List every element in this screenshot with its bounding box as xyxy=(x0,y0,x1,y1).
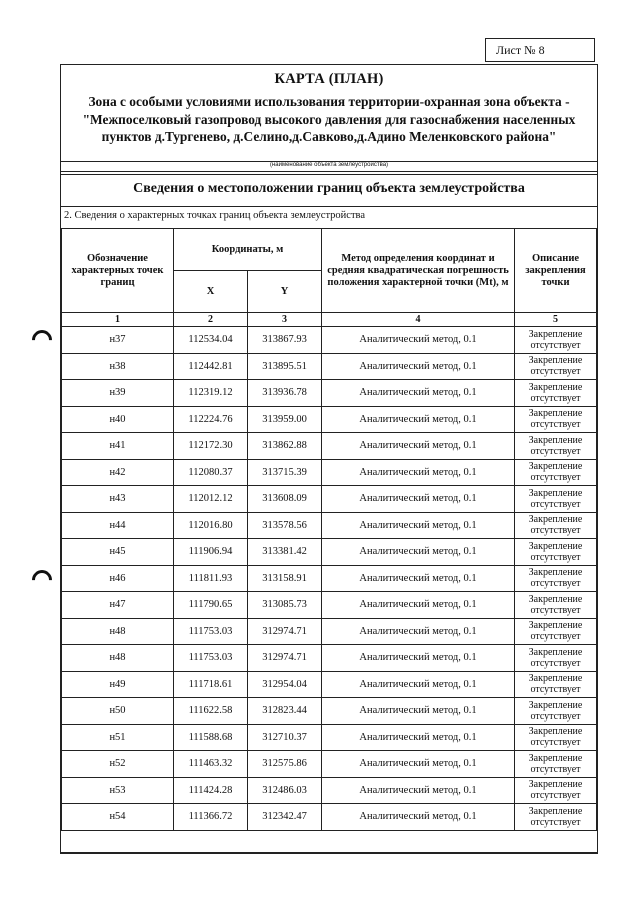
divider xyxy=(61,206,597,207)
point-cell: н37 xyxy=(62,327,174,354)
table-row xyxy=(62,724,597,751)
description-cell: Закрепление отсутствует xyxy=(515,565,597,592)
y-cell: 312974.71 xyxy=(248,645,322,672)
method-cell: Аналитический метод, 0.1 xyxy=(322,565,515,592)
table-row xyxy=(62,406,597,433)
y-cell: 313936.78 xyxy=(248,380,322,407)
method-cell: Аналитический метод, 0.1 xyxy=(322,804,515,831)
point-cell: н50 xyxy=(62,698,174,725)
description-cell: Закрепление отсутствует xyxy=(515,804,597,831)
column-number: 3 xyxy=(248,313,322,327)
y-cell: 313862.88 xyxy=(248,433,322,460)
point-cell: н51 xyxy=(62,724,174,751)
table-row xyxy=(62,459,597,486)
description-cell: Закрепление отсутствует xyxy=(515,406,597,433)
table-row xyxy=(62,751,597,778)
method-cell: Аналитический метод, 0.1 xyxy=(322,459,515,486)
x-cell: 111753.03 xyxy=(174,618,248,645)
y-cell: 313608.09 xyxy=(248,486,322,513)
x-cell: 111463.32 xyxy=(174,751,248,778)
x-cell: 111906.94 xyxy=(174,539,248,566)
x-cell: 112224.76 xyxy=(174,406,248,433)
binder-hole-mark-top xyxy=(28,326,56,354)
point-cell: н41 xyxy=(62,433,174,460)
y-cell: 313959.00 xyxy=(248,406,322,433)
description-cell: Закрепление отсутствует xyxy=(515,777,597,804)
x-cell: 112319.12 xyxy=(174,380,248,407)
point-cell: н49 xyxy=(62,671,174,698)
x-cell: 111718.61 xyxy=(174,671,248,698)
y-cell: 312486.03 xyxy=(248,777,322,804)
table-row xyxy=(62,539,597,566)
y-cell: 313895.51 xyxy=(248,353,322,380)
description-cell: Закрепление отсутствует xyxy=(515,592,597,619)
document-title: КАРТА (ПЛАН) xyxy=(274,71,384,87)
table-row xyxy=(62,671,597,698)
x-cell: 112442.81 xyxy=(174,353,248,380)
divider xyxy=(61,174,597,175)
description-cell: Закрепление отсутствует xyxy=(515,618,597,645)
point-cell: н46 xyxy=(62,565,174,592)
description-cell: Закрепление отсутствует xyxy=(515,486,597,513)
table-row xyxy=(62,804,597,831)
table-row xyxy=(62,645,597,672)
subsection-title: 2. Сведения о характерных точках границ объекта землеустройства xyxy=(64,210,366,221)
table-row xyxy=(62,592,597,619)
point-cell: н40 xyxy=(62,406,174,433)
divider xyxy=(61,171,597,172)
header-coordinates: Координаты, м xyxy=(174,229,322,271)
column-number: 5 xyxy=(515,313,597,327)
description-cell: Закрепление отсутствует xyxy=(515,724,597,751)
point-cell: н47 xyxy=(62,592,174,619)
table-row xyxy=(62,380,597,407)
method-cell: Аналитический метод, 0.1 xyxy=(322,751,515,778)
description-cell: Закрепление отсутствует xyxy=(515,698,597,725)
x-cell: 111622.58 xyxy=(174,698,248,725)
description-cell: Закрепление отсутствует xyxy=(515,671,597,698)
description-cell: Закрепление отсутствует xyxy=(515,539,597,566)
x-cell: 111790.65 xyxy=(174,592,248,619)
header-description: Описание закрепления точки xyxy=(515,229,597,313)
table-row xyxy=(62,698,597,725)
table-row xyxy=(62,433,597,460)
column-number: 4 xyxy=(322,313,515,327)
description-cell: Закрепление отсутствует xyxy=(515,751,597,778)
header-y: Y xyxy=(248,271,322,313)
column-number: 2 xyxy=(174,313,248,327)
method-cell: Аналитический метод, 0.1 xyxy=(322,406,515,433)
description-cell: Закрепление отсутствует xyxy=(515,433,597,460)
y-cell: 313381.42 xyxy=(248,539,322,566)
table-row xyxy=(62,512,597,539)
method-cell: Аналитический метод, 0.1 xyxy=(322,353,515,380)
point-cell: н43 xyxy=(62,486,174,513)
description-cell: Закрепление отсутствует xyxy=(515,327,597,354)
header-x: X xyxy=(174,271,248,313)
method-cell: Аналитический метод, 0.1 xyxy=(322,671,515,698)
column-number: 1 xyxy=(62,313,174,327)
document-frame xyxy=(60,64,598,854)
point-cell: н44 xyxy=(62,512,174,539)
method-cell: Аналитический метод, 0.1 xyxy=(322,777,515,804)
y-cell: 312575.86 xyxy=(248,751,322,778)
point-cell: н42 xyxy=(62,459,174,486)
point-cell: н39 xyxy=(62,380,174,407)
point-cell: н38 xyxy=(62,353,174,380)
description-cell: Закрепление отсутствует xyxy=(515,353,597,380)
method-cell: Аналитический метод, 0.1 xyxy=(322,618,515,645)
x-cell: 112012.12 xyxy=(174,486,248,513)
table-row xyxy=(62,565,597,592)
section-title: Сведения о местоположении границ объекта землеустройства xyxy=(133,181,525,196)
point-cell: н48 xyxy=(62,618,174,645)
x-cell: 111366.72 xyxy=(174,804,248,831)
description-cell: Закрепление отсутствует xyxy=(515,380,597,407)
object-name-note: (наименование объекта землеустройства) xyxy=(269,162,389,168)
y-cell: 312954.04 xyxy=(248,671,322,698)
table-row xyxy=(62,618,597,645)
method-cell: Аналитический метод, 0.1 xyxy=(322,698,515,725)
sheet-number: Лист № 8 xyxy=(485,38,595,62)
point-cell: н52 xyxy=(62,751,174,778)
method-cell: Аналитический метод, 0.1 xyxy=(322,539,515,566)
x-cell: 112172.30 xyxy=(174,433,248,460)
table-row xyxy=(62,486,597,513)
y-cell: 313867.93 xyxy=(248,327,322,354)
x-cell: 112016.80 xyxy=(174,512,248,539)
y-cell: 313578.56 xyxy=(248,512,322,539)
header-designation: Обозначение характерных точек границ xyxy=(62,229,174,313)
point-cell: н53 xyxy=(62,777,174,804)
x-cell: 111588.68 xyxy=(174,724,248,751)
x-cell: 112534.04 xyxy=(174,327,248,354)
method-cell: Аналитический метод, 0.1 xyxy=(322,592,515,619)
x-cell: 111424.28 xyxy=(174,777,248,804)
x-cell: 112080.37 xyxy=(174,459,248,486)
method-cell: Аналитический метод, 0.1 xyxy=(322,380,515,407)
method-cell: Аналитический метод, 0.1 xyxy=(322,433,515,460)
point-cell: н54 xyxy=(62,804,174,831)
zone-description: Зона с особыми условиями использования территории-охранная зона объекта -"Межпоселковый газопровод высокого давления для газоснабжения населенных пунктов д.Тургенево, д.Селино,д.Савково,д.Адино Меленковского района" xyxy=(82,94,576,144)
method-cell: Аналитический метод, 0.1 xyxy=(322,724,515,751)
y-cell: 313085.73 xyxy=(248,592,322,619)
table-row xyxy=(62,327,597,354)
binder-hole-mark-bottom xyxy=(28,566,56,594)
method-cell: Аналитический метод, 0.1 xyxy=(322,645,515,672)
point-cell: н45 xyxy=(62,539,174,566)
table-row xyxy=(62,353,597,380)
method-cell: Аналитический метод, 0.1 xyxy=(322,512,515,539)
boundary-points-table xyxy=(61,228,597,831)
y-cell: 312823.44 xyxy=(248,698,322,725)
y-cell: 312342.47 xyxy=(248,804,322,831)
y-cell: 312710.37 xyxy=(248,724,322,751)
y-cell: 313715.39 xyxy=(248,459,322,486)
x-cell: 111753.03 xyxy=(174,645,248,672)
description-cell: Закрепление отсутствует xyxy=(515,512,597,539)
point-cell: н48 xyxy=(62,645,174,672)
method-cell: Аналитический метод, 0.1 xyxy=(322,486,515,513)
y-cell: 312974.71 xyxy=(248,618,322,645)
table-row xyxy=(62,777,597,804)
x-cell: 111811.93 xyxy=(174,565,248,592)
method-cell: Аналитический метод, 0.1 xyxy=(322,327,515,354)
description-cell: Закрепление отсутствует xyxy=(515,645,597,672)
header-method: Метод определения координат и средняя квадратическая погрешность положения характерной точки (Mt), м xyxy=(322,229,515,313)
description-cell: Закрепление отсутствует xyxy=(515,459,597,486)
y-cell: 313158.91 xyxy=(248,565,322,592)
